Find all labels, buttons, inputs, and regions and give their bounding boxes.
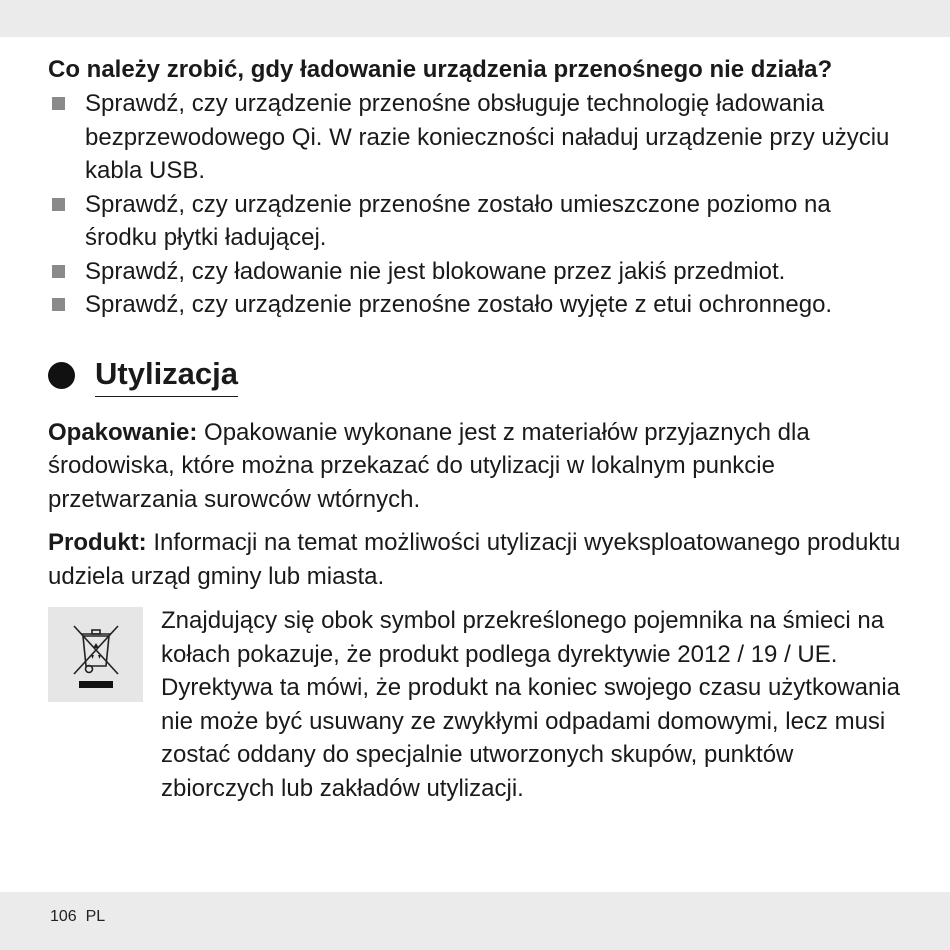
language-code: PL — [85, 908, 106, 925]
disposal-title: Utylizacja — [95, 354, 238, 397]
list-item-text: Sprawdź, czy urządzenie przenośne obsługuje technologię ładowania bezprzewodowego Qi. W razie konieczności naładuj urządzenie przy użyciu kabla USB. — [85, 90, 890, 184]
bullet-square-icon — [52, 265, 65, 278]
packaging-paragraph — [48, 416, 908, 517]
page-number: 106 — [50, 908, 77, 925]
bullet-square-icon — [52, 198, 65, 211]
list-item-text: Sprawdź, czy urządzenie przenośne zostało umieszczone poziomo na środku płytki ładującej. — [85, 190, 831, 251]
bullet-square-icon — [52, 97, 65, 110]
page-content — [48, 53, 908, 805]
packaging-text: Opakowanie wykonane jest z materiałów przyjaznych dla środowiska, które można przekazać do utylizacji w lokalnym punkcie przetwarzania surowców wtórnych. — [48, 418, 810, 513]
product-paragraph — [48, 526, 908, 593]
section-dot-icon — [48, 362, 75, 389]
footer-band — [0, 892, 950, 950]
disposal-section-title — [48, 352, 908, 400]
top-band — [0, 0, 950, 37]
list-item — [48, 188, 908, 255]
troubleshoot-list — [48, 87, 908, 322]
weee-notice — [48, 604, 908, 805]
list-item — [48, 87, 908, 188]
product-text: Informacji na temat możliwości utylizacji wyeksploatowanego produktu udziela urząd gminy lub miasta. — [48, 529, 901, 590]
packaging-label: Opakowanie: — [48, 418, 198, 446]
list-item-text: Sprawdź, czy urządzenie przenośne zostało wyjęte z etui ochronnego. — [85, 291, 833, 318]
page-footer — [50, 908, 105, 926]
list-item-text: Sprawdź, czy ładowanie nie jest blokowane przez jakiś przedmiot. — [85, 257, 786, 285]
list-item — [48, 255, 908, 289]
crossed-out-wheelie-bin-icon — [48, 607, 143, 702]
troubleshoot-heading: Co należy zrobić, gdy ładowanie urządzenia przenośnego nie działa? — [48, 56, 833, 83]
product-label: Produkt: — [48, 529, 147, 556]
list-item — [48, 288, 908, 322]
bullet-square-icon — [52, 298, 65, 311]
weee-text: Znajdujący się obok symbol przekreślonego pojemnika na śmieci na kołach pokazuje, że produkt podlega dyrektywie 2012 / 19 / UE. Dyrektywa ta mówi, że produkt na koniec swojego czasu użytkowania nie może być usuwany ze zwykłymi odpadami domowymi, lecz musi zostać oddany do specjalnie utworzonych skupów, punktów zbiorczych lub zakładów utylizacji. — [161, 607, 901, 802]
